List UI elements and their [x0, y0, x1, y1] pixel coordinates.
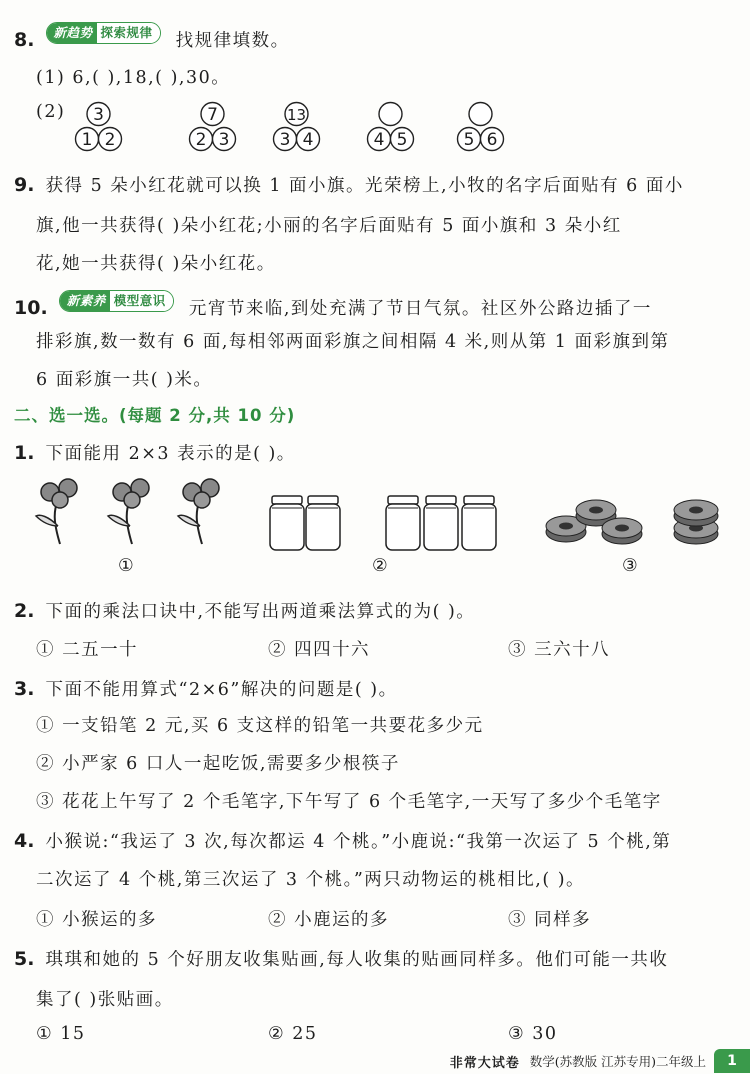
jar-icon [306, 496, 340, 550]
c4-option-1: ① 小猴运的多 [36, 910, 158, 930]
c3-option-2: ② 小严家 6 口人一起吃饭,需要多少根筷子 [36, 754, 400, 774]
part-label: (1) [36, 68, 66, 88]
c5-option-1: ① 15 [36, 1024, 86, 1044]
question-number: 5. [14, 948, 35, 970]
question-text: 下面的乘法口诀中,不能写出两道乘法算式的为( )。 [45, 602, 476, 622]
q10-line2: 排彩旗,数一数有 6 面,每相邻两面彩旗之间相隔 4 米,则从第 1 面彩旗到第 [36, 332, 670, 352]
c3-option-3: ③ 花花上午写了 2 个毛笔字,下午写了 6 个毛笔字,一天写了多少个毛笔字 [36, 792, 662, 812]
flower-icon [36, 479, 77, 544]
circle-group [368, 103, 414, 151]
question-text: 琪琪和她的 5 个好朋友收集贴画,每人收集的贴画同样多。他们可能一共收 [45, 950, 669, 970]
left-number: 1 [81, 130, 93, 150]
section-title: 二、选一选。 [14, 406, 119, 425]
right-number: 5 [396, 130, 408, 150]
c5-option-2: ② 25 [268, 1024, 318, 1044]
c1-line [14, 440, 296, 465]
q10-line3: 6 面彩旗一共( )米。 [36, 370, 213, 390]
circle-group [274, 103, 320, 151]
question-text: 获得 5 朵小红花就可以换 1 面小旗。光荣榜上,小牧的名字后面贴有 6 面小 [45, 176, 684, 196]
category-tag: 新趋势 探索规律 [46, 22, 161, 44]
c2-option-1: ① 二五一十 [36, 640, 139, 660]
jars-figure [268, 494, 498, 554]
c5-line2: 集了( )张贴画。 [36, 990, 174, 1010]
q8-line [14, 22, 290, 52]
question-number: 2. [14, 600, 35, 622]
top-number: 3 [93, 105, 104, 125]
left-number: 4 [373, 130, 385, 150]
c5-option-3: ③ 30 [508, 1024, 558, 1044]
question-number: 9. [14, 174, 35, 196]
question-number: 8. [14, 29, 35, 51]
circle-group [458, 103, 504, 151]
question-text: 元宵节来临,到处充满了节日气氛。社区外公路边插了一 [188, 299, 652, 319]
c5-line1 [14, 946, 668, 971]
jar-icon [424, 496, 458, 550]
q9-line2: 旗,他一共获得( )朵小红花;小丽的名字后面贴有 5 面小旗和 3 朵小红 [36, 216, 622, 236]
q9-line1 [14, 172, 684, 197]
question-text: 下面不能用算式“2×6”解决的问题是( )。 [45, 680, 398, 700]
tire-icon [602, 518, 642, 544]
tire-icon [674, 500, 718, 526]
jar-icon [270, 496, 304, 550]
option-marker-3: ③ [622, 556, 640, 576]
q8-part1 [36, 64, 230, 89]
question-number: 3. [14, 678, 35, 700]
page-number: 1 [714, 1049, 750, 1073]
question-number: 10. [14, 297, 48, 319]
section-heading [14, 402, 295, 426]
top-circle [469, 103, 492, 126]
sequence-text: 6,( ),18,( ),30。 [72, 68, 231, 88]
left-number: 3 [279, 130, 291, 150]
right-number: 2 [104, 130, 116, 150]
right-number: 3 [218, 130, 230, 150]
option-marker-1: ① [118, 556, 136, 576]
left-number: 2 [195, 130, 207, 150]
question-text: 找规律填数。 [175, 31, 290, 51]
circle-pattern-figure [65, 100, 585, 156]
section-points: (每题 2 分,共 10 分) [119, 406, 296, 425]
top-number: 7 [207, 105, 218, 125]
q8-part2-label [36, 102, 65, 122]
q9-line3: 花,她一共获得( )朵小红花。 [36, 254, 276, 274]
jar-icon [386, 496, 420, 550]
flowers-figure [30, 476, 220, 554]
footer-brand: 非常大试卷 [449, 1055, 520, 1071]
flower-icon [178, 479, 219, 544]
flower-icon [108, 479, 149, 544]
option-marker-2: ② [372, 556, 390, 576]
right-number: 6 [486, 130, 498, 150]
question-number: 1. [14, 442, 35, 464]
c4-option-2: ② 小鹿运的多 [268, 910, 390, 930]
question-number: 4. [14, 830, 35, 852]
question-text: 下面能用 2×3 表示的是( )。 [45, 444, 296, 464]
page-footer [450, 1048, 750, 1074]
c2-line [14, 598, 475, 623]
tires-figure [538, 494, 738, 554]
left-number: 5 [463, 130, 475, 150]
circle-group [76, 103, 122, 151]
c2-option-2: ② 四四十六 [268, 640, 371, 660]
q10-line1 [14, 290, 652, 320]
right-number: 4 [302, 130, 314, 150]
top-circle [379, 103, 402, 126]
c3-option-1: ① 一支铅笔 2 元,买 6 支这样的铅笔一共要花多少元 [36, 716, 484, 736]
c3-line [14, 676, 398, 701]
c4-option-3: ③ 同样多 [508, 910, 592, 930]
top-number: 13 [286, 106, 307, 124]
jar-icon [462, 496, 496, 550]
footer-info: 数学(苏教版 江苏专用)二年级上 [529, 1054, 706, 1069]
question-text: 小猴说:“我运了 3 次,每次都运 4 个桃。”小鹿说:“我第一次运了 5 个桃,第 [45, 832, 672, 852]
category-tag: 新素养 模型意识 [59, 290, 174, 312]
c4-line1 [14, 828, 671, 853]
c4-line2: 二次运了 4 个桃,第三次运了 3 个桃。”两只动物运的桃相比,( )。 [36, 870, 586, 890]
circle-group [190, 103, 236, 151]
c2-option-3: ③ 三六十八 [508, 640, 611, 660]
part-label: (2) [36, 102, 66, 122]
